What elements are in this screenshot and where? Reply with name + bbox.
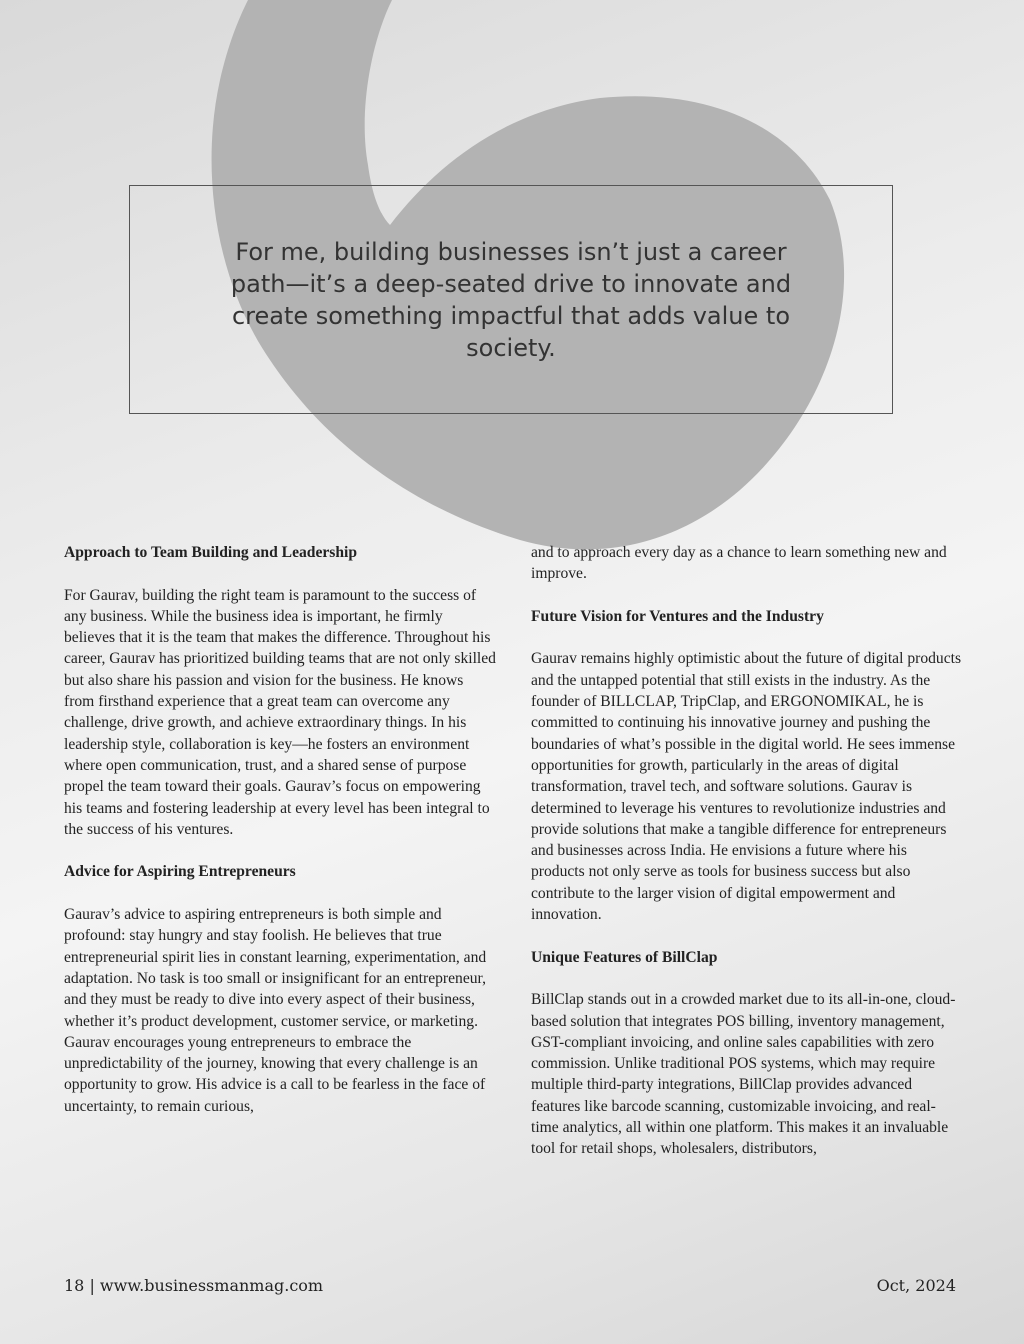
pull-quote-text: For me, building businesses isn’t just a career path—it’s a deep-seated drive to innovate and create something impactful that adds value to society.	[230, 237, 792, 362]
section-body-future-vision: Gaurav remains highly optimistic about the future of digital products and the untapped potential that still exists in the industry. As the founder of BILLCLAP, TripClap, and ERGONOMIKAL, he is committed to continuing his innovative journey and pushing the boundaries of what’s possible in the digital world. He sees immense opportunities for growth, particularly in the areas of digital transformation, travel tech, and software solutions. Gaurav is determined to leverage his ventures to revolutionize industries and provide solutions that make a tangible difference for entrepreneurs and businesses across India. He envisions a future where his products not only serve as tools for business success but also contribute to the larger vision of digital empowerment and innovation.	[531, 650, 962, 924]
section-heading-advice: Advice for Aspiring Entrepreneurs	[64, 863, 296, 881]
section-body-advice: Gaurav’s advice to aspiring entrepreneurs is both simple and profound: stay hungry and stay foolish. He believes that true entrepreneurial spirit lies in constant learning, experimentation, and adaptation. No task is too small or insignificant for an entrepreneur, and they must be ready to dive into every aspect of their business, whether it’s product development, customer service, or marketing. Gaurav encourages young entrepreneurs to embrace the unpredictability of the journey, knowing that every challenge is an opportunity to grow. His advice is a call to be fearless in the face of uncertainty, to remain curious,	[64, 906, 487, 1115]
footer-date: Oct, 2024	[876, 1276, 956, 1295]
footer-page-site: 18 | www.businessmanmag.com	[64, 1276, 324, 1295]
pull-quote-box	[129, 185, 893, 414]
section-body-billclap-features: BillClap stands out in a crowded market due to its all-in-one, cloud-based solution that integrates POS billing, inventory management, GST-compliant invoicing, and online sales capabilities with zero commission. Unlike traditional POS systems, which may require multiple third-party integrations, BillClap provides advanced features like barcode scanning, customizable invoicing, and real-time analytics, all within one platform. This makes it an invaluable tool for retail shops, wholesalers, distributors,	[531, 991, 956, 1158]
section-heading-future-vision: Future Vision for Ventures and the Industry	[531, 607, 824, 625]
section-heading-team-building: Approach to Team Building and Leadership	[64, 544, 358, 561]
section-body-team-building: For Gaurav, building the right team is paramount to the success of any business. While the business idea is important, he firmly believes that it is the team that makes the difference. Throughout his career, Gaurav has prioritized building teams that are not only skilled but also share his passion and vision for the business. He knows from firsthand experience that a great team can overcome any challenge, drive growth, and achieve extraordinary things. In his leadership style, collaboration is key—he fosters an environment where open communication, trust, and a shared sense of purpose propel the team toward their goals. Gaurav’s focus on empowering his teams and fostering leadership at every level has been integral to the success of his ventures.	[64, 586, 496, 838]
left-column	[64, 542, 496, 1138]
continuation-text: and to approach every day as a chance to learn something new and improve.	[531, 544, 947, 583]
right-column	[531, 542, 963, 1181]
section-heading-billclap-features: Unique Features of BillClap	[531, 948, 718, 966]
